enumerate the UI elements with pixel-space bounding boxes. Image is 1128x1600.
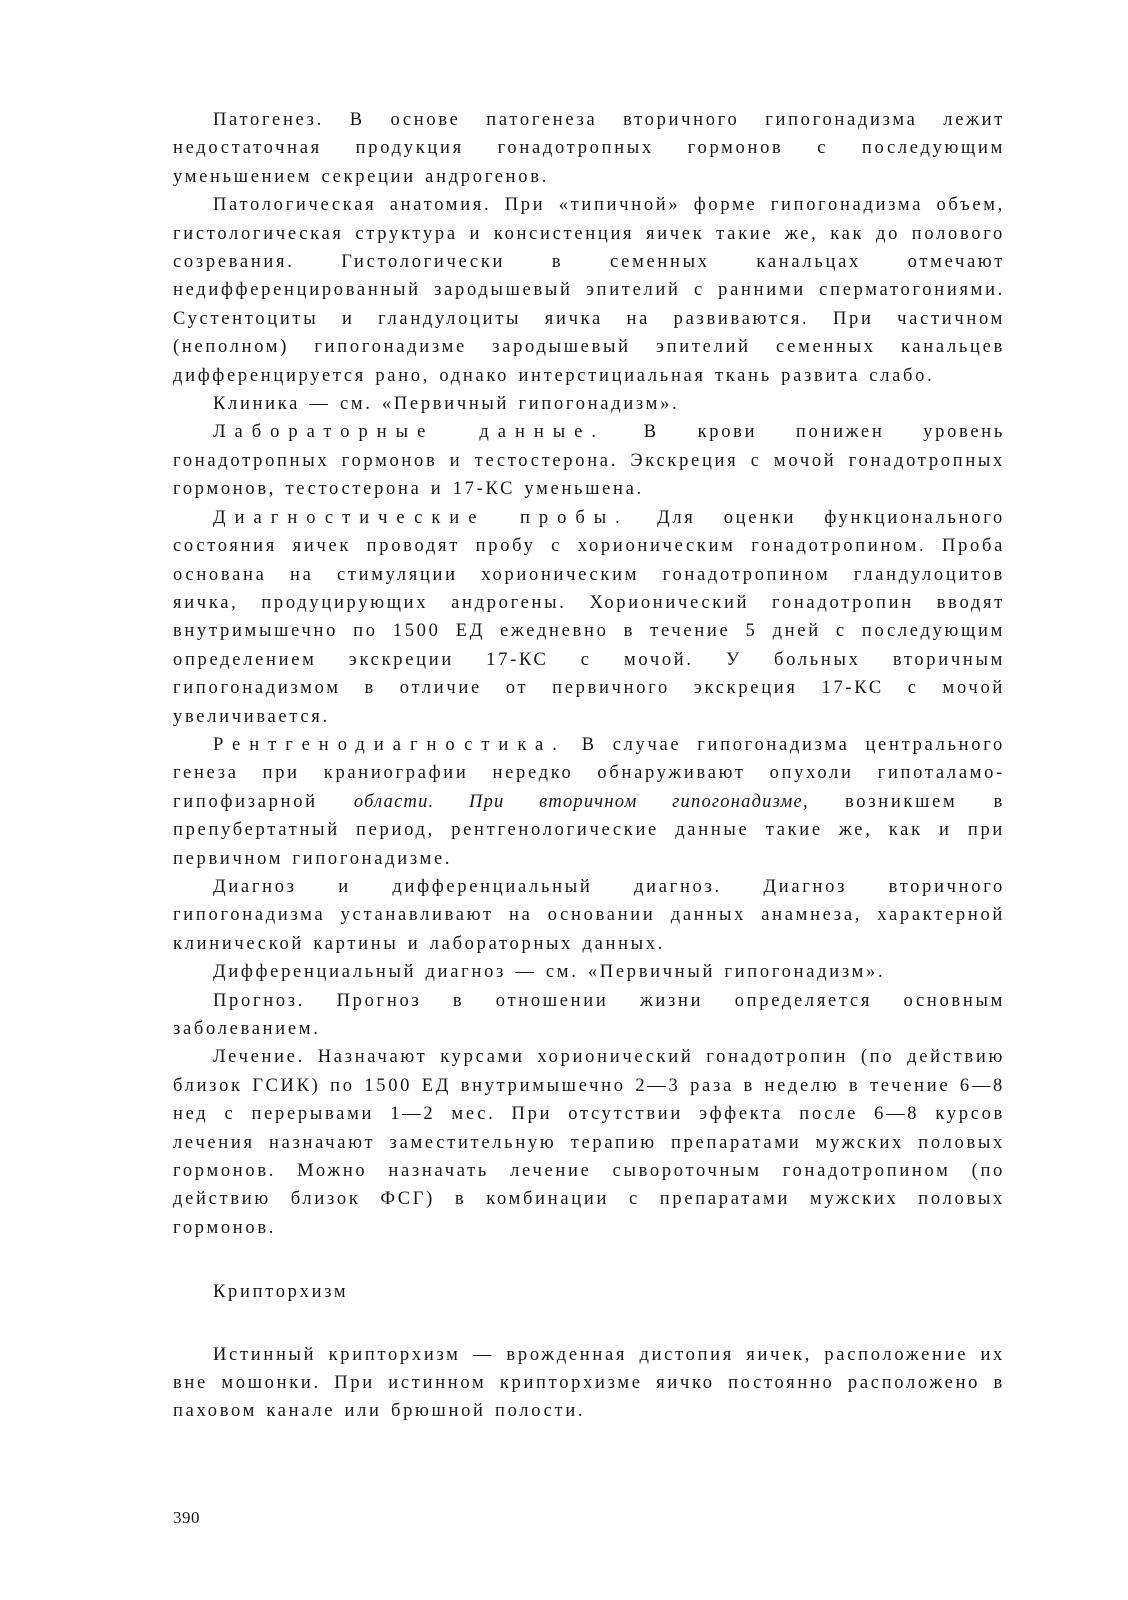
paragraph-diagnostic-tests — [173, 504, 1005, 731]
spacer-before-heading — [173, 1242, 1005, 1278]
x-ray-title: Рентгенодиагностика. — [213, 734, 566, 755]
paragraph-prognosis: Прогноз. Прогноз в отношении жизни определяется основным заболеванием. — [173, 990, 1005, 1039]
page-number: 390 — [173, 1508, 200, 1527]
paragraph-cryptorchidism: Истинный крипторхизм — врожденная дистопия яичек, расположение их вне мошонки. При истинном крипторхизме яичко постоянно расположено в паховом канале или брюшной полости. — [173, 1344, 1005, 1422]
paragraph-lab-data — [173, 418, 1005, 503]
diagnostic-tests-title: Диагностические пробы. — [213, 507, 629, 528]
section-heading: Крипторхизм — [213, 1282, 349, 1303]
x-ray-body-b: возникшем в препубертатный период, рентгенологические данные такие же, как и при первичном гипогонадизме. — [173, 791, 1005, 869]
text-column — [173, 106, 1005, 1426]
paragraph-treatment: Лечение. Назначают курсами хорионический гонадотропин (по действию близок ГСИК) по 1500 ЕД внутримышечно 2—3 раза в неделю в течение 6—8 нед с перерывами 1—2 мес. При отсутствии эффекта после 6—8 курсов лечения назначают заместительную терапию препаратами мужских половых гормонов. Можно назначать лечение сывороточным гонадотропином (по действию близок ФСГ) в комбинации с препаратами мужских половых гормонов. — [173, 1047, 1005, 1238]
x-ray-italic: области. При вторичном гипогонадизме, — [353, 791, 809, 812]
lab-data-body: В крови понижен уровень гонадотропных гормонов и тестостерона. Экскреция с мочой гонадотропных гормонов, тестостерона и 17-КС уменьшена. — [173, 422, 1006, 500]
paragraph-x-ray — [173, 731, 1005, 873]
paragraph-diagnosis: Диагноз и дифференциальный диагноз. Диагноз вторичного гипогонадизма устанавливают на основании данных анамнеза, характерной клинической картины и лабораторных данных. — [173, 876, 1005, 954]
paragraph-pathogenesis: Патогенез. В основе патогенеза вторичного гипогонадизма лежит недостаточная продукция гонадотропных гормонов с последующим уменьшением секреции андрогенов. — [173, 110, 1005, 187]
paragraph-clinic: Клиника — см. «Первичный гипогонадизм». — [213, 394, 680, 415]
x-ray-body-a: В случае гипогонадизма центрального генеза при краниографии нередко обнаруживают опухоли гипоталамо-гипофизарной — [173, 734, 1006, 812]
diagnostic-tests-body: Для оценки функционального состояния яичек проводят пробу с хорионическим гонадотропином. Проба основана на стимуляции хорионическим гонадотропином гландулоцитов яичка, продуцирующих андрогены. Хорионический гонадотропин вводят внутримышечно по 1500 ЕД ежедневно в течение 5 дней с последующим определением экскреции 17-КС с мочой. У больных вторичным гипогонадизмом в отличие от первичного экскреция 17-КС с мочой увеличивается. — [173, 507, 1005, 727]
paragraph-pathological-anatomy: Патологическая анатомия. При «типичной» форме гипогонадизма объем, гистологическая структура и консистенция яичек такие же, как до полового созревания. Гистологически в семенных канальцах отмечают недифференцированный зародышевый эпителий с ранними сперматогониями. Сустентоциты и гландулоциты яичка на развиваются. При частичном (неполном) гипогонадизме зародышевый эпителий семенных канальцев дифференцируется рано, однако интерстициальная ткань развита слабо. — [173, 195, 1005, 386]
spacer-after-heading — [173, 1307, 1005, 1341]
paragraph-differential-diagnosis: Дифференциальный диагноз — см. «Первичный гипогонадизм». — [213, 962, 886, 983]
lab-data-title: Лабораторные данные. — [213, 422, 606, 443]
